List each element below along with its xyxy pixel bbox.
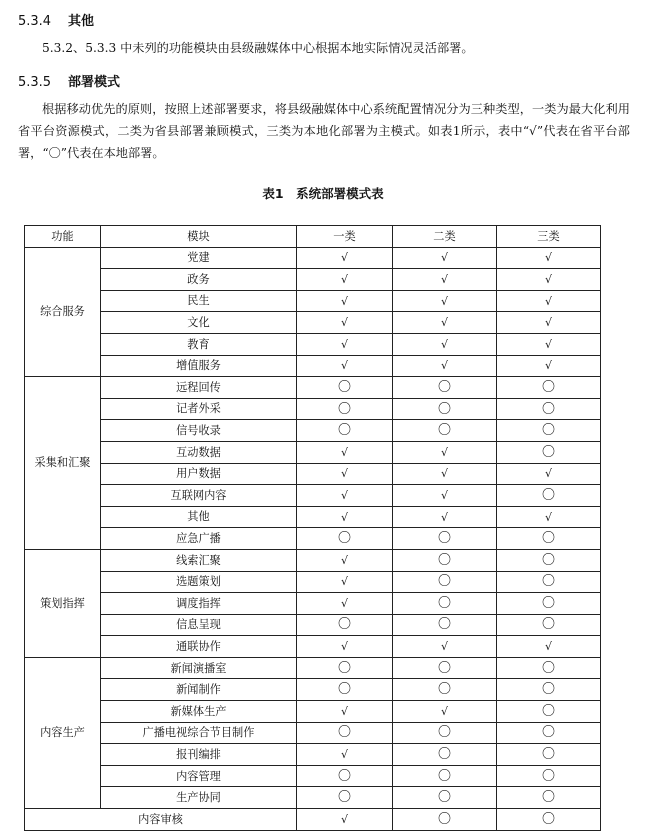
section-title: 其他 xyxy=(68,14,95,29)
circle-mark: 〇 xyxy=(297,787,393,809)
module-cell: 通联协作 xyxy=(101,636,297,658)
circle-mark: 〇 xyxy=(393,377,497,399)
check-mark: √ xyxy=(297,485,393,507)
circle-mark: 〇 xyxy=(297,528,393,550)
table-row xyxy=(25,269,601,291)
module-cell: 党建 xyxy=(101,247,297,269)
table-row xyxy=(25,463,601,485)
table-row xyxy=(25,506,601,528)
check-mark: √ xyxy=(497,269,601,291)
circle-mark: 〇 xyxy=(393,614,497,636)
table-row xyxy=(25,355,601,377)
check-mark: √ xyxy=(297,247,393,269)
circle-mark: 〇 xyxy=(497,722,601,744)
circle-mark: 〇 xyxy=(497,398,601,420)
circle-mark: 〇 xyxy=(497,679,601,701)
section-heading-534 xyxy=(18,10,94,29)
module-cell: 生产协同 xyxy=(101,787,297,809)
circle-mark: 〇 xyxy=(297,377,393,399)
table-row xyxy=(25,312,601,334)
check-mark: √ xyxy=(393,333,497,355)
circle-mark: 〇 xyxy=(497,485,601,507)
section-number: 5.3.4 xyxy=(18,14,52,29)
circle-mark: 〇 xyxy=(497,420,601,442)
circle-mark: 〇 xyxy=(497,377,601,399)
circle-mark: 〇 xyxy=(393,398,497,420)
table-row xyxy=(25,377,601,399)
check-mark: √ xyxy=(297,463,393,485)
check-mark: √ xyxy=(497,312,601,334)
check-mark: √ xyxy=(297,701,393,723)
check-mark: √ xyxy=(393,269,497,291)
check-mark: √ xyxy=(297,269,393,291)
table-row xyxy=(25,657,601,679)
circle-mark: 〇 xyxy=(497,593,601,615)
check-mark: √ xyxy=(393,247,497,269)
circle-mark: 〇 xyxy=(497,441,601,463)
circle-mark: 〇 xyxy=(497,549,601,571)
table-row xyxy=(25,571,601,593)
module-cell: 广播电视综合节目制作 xyxy=(101,722,297,744)
check-mark: √ xyxy=(297,441,393,463)
circle-mark: 〇 xyxy=(393,657,497,679)
circle-mark: 〇 xyxy=(393,571,497,593)
module-cell: 远程回传 xyxy=(101,377,297,399)
table-row xyxy=(25,787,601,809)
circle-mark: 〇 xyxy=(297,722,393,744)
circle-mark: 〇 xyxy=(497,571,601,593)
circle-mark: 〇 xyxy=(497,657,601,679)
check-mark: √ xyxy=(297,355,393,377)
check-mark: √ xyxy=(297,744,393,766)
circle-mark: 〇 xyxy=(297,657,393,679)
module-cell: 选题策划 xyxy=(101,571,297,593)
circle-mark: 〇 xyxy=(497,701,601,723)
module-cell: 新闻演播室 xyxy=(101,657,297,679)
check-mark: √ xyxy=(393,485,497,507)
module-cell: 用户数据 xyxy=(101,463,297,485)
section-heading-535 xyxy=(18,71,120,90)
check-mark: √ xyxy=(393,290,497,312)
table-row xyxy=(25,679,601,701)
module-cell: 报刊编排 xyxy=(101,744,297,766)
table-row xyxy=(25,420,601,442)
check-mark: √ xyxy=(393,312,497,334)
circle-mark: 〇 xyxy=(297,614,393,636)
check-mark: √ xyxy=(393,506,497,528)
table-caption: 表1 系统部署模式表 xyxy=(262,186,384,201)
circle-mark: 〇 xyxy=(393,420,497,442)
check-mark: √ xyxy=(497,247,601,269)
circle-mark: 〇 xyxy=(393,549,497,571)
module-cell: 文化 xyxy=(101,312,297,334)
check-mark: √ xyxy=(497,355,601,377)
function-cell: 综合服务 xyxy=(25,247,101,377)
circle-mark: 〇 xyxy=(297,398,393,420)
header-module: 模块 xyxy=(101,226,297,248)
module-cell: 内容管理 xyxy=(101,765,297,787)
deployment-mode-table xyxy=(24,225,601,831)
circle-mark: 〇 xyxy=(297,420,393,442)
check-mark: √ xyxy=(297,333,393,355)
header-type-3: 三类 xyxy=(497,226,601,248)
module-cell: 应急广播 xyxy=(101,528,297,550)
check-mark: √ xyxy=(497,333,601,355)
table-row xyxy=(25,528,601,550)
table-row xyxy=(25,701,601,723)
circle-mark: 〇 xyxy=(393,528,497,550)
check-mark: √ xyxy=(297,312,393,334)
table-row xyxy=(25,398,601,420)
table-row xyxy=(25,636,601,658)
circle-mark: 〇 xyxy=(497,765,601,787)
module-cell: 信号收录 xyxy=(101,420,297,442)
circle-mark: 〇 xyxy=(393,593,497,615)
circle-mark: 〇 xyxy=(393,722,497,744)
function-cell: 采集和汇聚 xyxy=(25,377,101,550)
check-mark: √ xyxy=(393,701,497,723)
table-row xyxy=(25,744,601,766)
module-cell: 增值服务 xyxy=(101,355,297,377)
check-mark: √ xyxy=(297,549,393,571)
circle-mark: 〇 xyxy=(393,765,497,787)
check-mark: √ xyxy=(393,355,497,377)
circle-mark: 〇 xyxy=(497,528,601,550)
check-mark: √ xyxy=(497,463,601,485)
check-mark: √ xyxy=(393,441,497,463)
module-cell: 新媒体生产 xyxy=(101,701,297,723)
table-row xyxy=(25,593,601,615)
table-row xyxy=(25,441,601,463)
module-cell: 内容审核 xyxy=(25,809,297,831)
header-type-2: 二类 xyxy=(393,226,497,248)
module-cell: 信息呈现 xyxy=(101,614,297,636)
table-row xyxy=(25,765,601,787)
table-row xyxy=(25,290,601,312)
section-paragraph-535: 根据移动优先的原则，按照上述部署要求，将县级融媒体中心系统配置情况分为三种类型，一类为最大化利用省平台资源模式，二类为省县部署兼顾模式，三类为本地化部署为主模式。如表1所示，表中“√”代表在省平台部署，“〇”代表在本地部署。 xyxy=(18,102,630,160)
function-cell: 策划指挥 xyxy=(25,549,101,657)
table-row xyxy=(25,485,601,507)
check-mark: √ xyxy=(297,290,393,312)
circle-mark: 〇 xyxy=(393,809,497,831)
circle-mark: 〇 xyxy=(393,679,497,701)
module-cell: 新闻制作 xyxy=(101,679,297,701)
table-row xyxy=(25,247,601,269)
table-header-row xyxy=(25,226,601,248)
circle-mark: 〇 xyxy=(497,787,601,809)
circle-mark: 〇 xyxy=(497,614,601,636)
module-cell: 互动数据 xyxy=(101,441,297,463)
module-cell: 政务 xyxy=(101,269,297,291)
check-mark: √ xyxy=(497,290,601,312)
circle-mark: 〇 xyxy=(497,809,601,831)
header-type-1: 一类 xyxy=(297,226,393,248)
check-mark: √ xyxy=(497,506,601,528)
check-mark: √ xyxy=(297,636,393,658)
module-cell: 记者外采 xyxy=(101,398,297,420)
check-mark: √ xyxy=(297,809,393,831)
circle-mark: 〇 xyxy=(393,787,497,809)
table-row-content-review xyxy=(25,809,601,831)
check-mark: √ xyxy=(497,636,601,658)
table-row xyxy=(25,722,601,744)
circle-mark: 〇 xyxy=(297,765,393,787)
circle-mark: 〇 xyxy=(497,744,601,766)
check-mark: √ xyxy=(297,506,393,528)
module-cell: 民生 xyxy=(101,290,297,312)
section-number: 5.3.5 xyxy=(18,75,52,90)
module-cell: 互联网内容 xyxy=(101,485,297,507)
function-cell: 内容生产 xyxy=(25,657,101,808)
check-mark: √ xyxy=(297,571,393,593)
circle-mark: 〇 xyxy=(297,679,393,701)
module-cell: 教育 xyxy=(101,333,297,355)
module-cell: 调度指挥 xyxy=(101,593,297,615)
module-cell: 其他 xyxy=(101,506,297,528)
section-paragraph-534: 5.3.2、5.3.3 中未列的功能模块由县级融媒体中心根据本地实际情况灵活部署。 xyxy=(42,41,474,55)
check-mark: √ xyxy=(393,463,497,485)
table-row xyxy=(25,333,601,355)
header-function: 功能 xyxy=(25,226,101,248)
circle-mark: 〇 xyxy=(393,744,497,766)
section-title: 部署模式 xyxy=(68,75,121,90)
table-row xyxy=(25,549,601,571)
check-mark: √ xyxy=(393,636,497,658)
check-mark: √ xyxy=(297,593,393,615)
table-row xyxy=(25,614,601,636)
module-cell: 线索汇聚 xyxy=(101,549,297,571)
